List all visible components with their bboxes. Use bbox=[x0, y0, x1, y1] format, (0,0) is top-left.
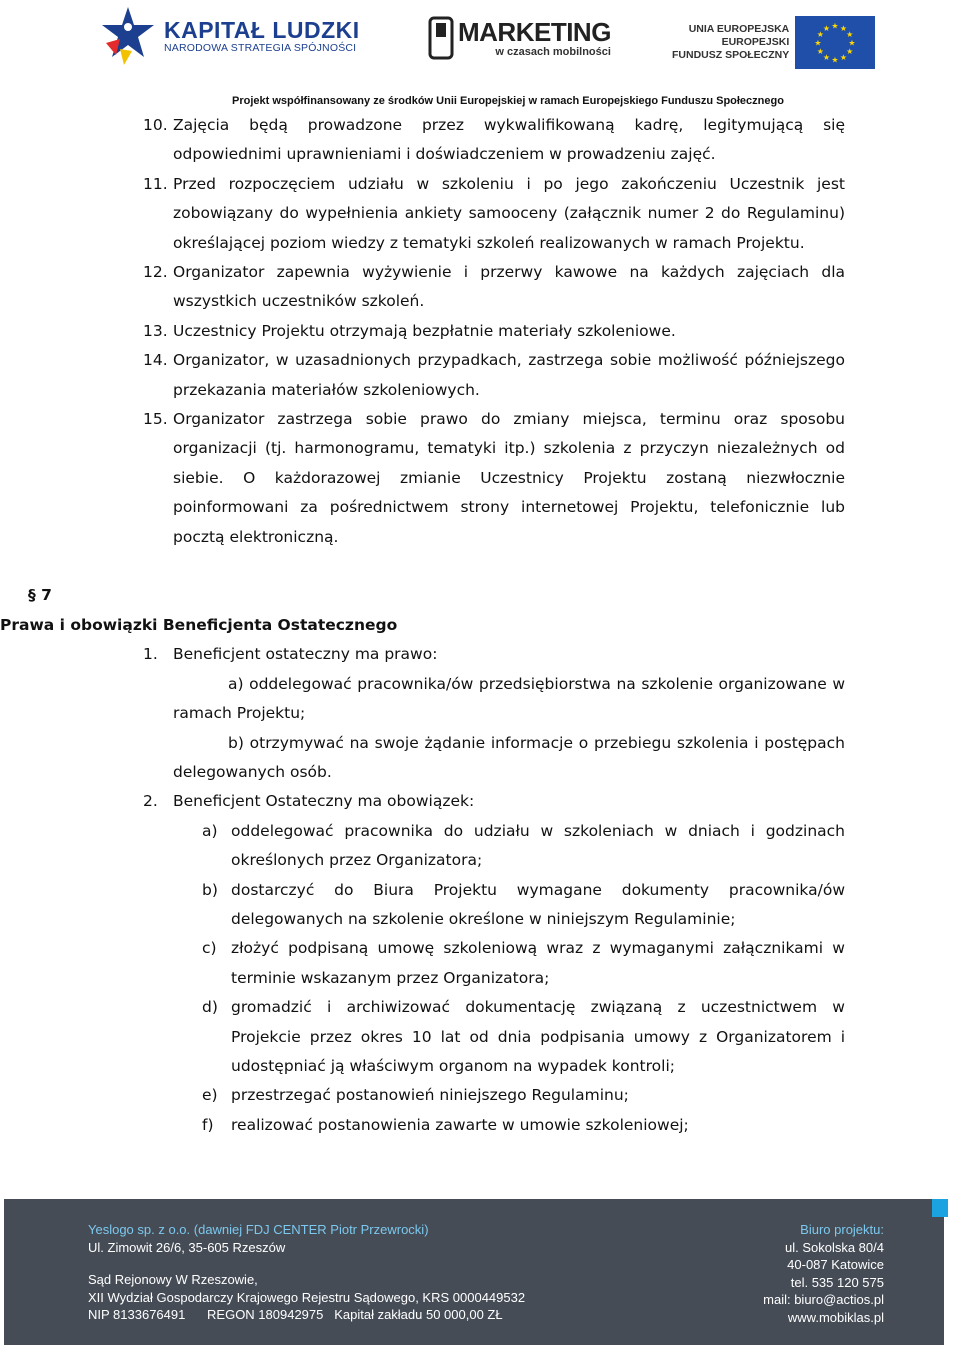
duty-item bbox=[0, 1081, 845, 1110]
svg-text:★: ★ bbox=[814, 38, 822, 47]
footer-office-street: ul. Sokolska 80/4 bbox=[784, 1239, 884, 1255]
eu-line-3: FUNDUSZ SPOŁECZNY bbox=[672, 48, 790, 61]
duty-item bbox=[0, 934, 845, 993]
duty-text: oddelegować pracownika do udziału w szkoleniach w dniach i godzinach określonych przez Organizatora; bbox=[231, 821, 845, 870]
duty-item bbox=[0, 817, 845, 876]
item-number: 14. bbox=[143, 351, 168, 370]
duty-text: dostarczyć do Biura Projektu wymagane dokumenty pracownika/ów delegowanych na szkolenie określone w niniejszym Regulaminie; bbox=[231, 880, 845, 928]
svg-text:★: ★ bbox=[846, 29, 854, 39]
svg-text:★: ★ bbox=[831, 55, 839, 64]
duty-label: c) bbox=[202, 939, 217, 958]
footer-office-info bbox=[763, 1221, 884, 1326]
duty-text: gromadzić i archiwizować dokumentację związaną z uczestnictwem w Projekcie przez okres 10 lat od dnia podpisania umowy z Organizatorem i udostępniać ją właściwym organom na wypadek kontroli; bbox=[231, 998, 845, 1075]
svg-text:★: ★ bbox=[840, 23, 848, 33]
footer-office-phone: tel. 535 120 575 bbox=[790, 1274, 884, 1290]
eu-flag-icon bbox=[795, 16, 875, 69]
duties-heading bbox=[0, 787, 845, 816]
svg-text:★: ★ bbox=[840, 52, 848, 62]
svg-text:★: ★ bbox=[816, 29, 825, 39]
svg-text:★: ★ bbox=[823, 23, 831, 33]
duty-label: e) bbox=[202, 1086, 218, 1105]
duty-label: a) bbox=[202, 821, 218, 840]
marketing-phone-icon bbox=[428, 16, 454, 60]
eu-line-2: EUROPEJSKI bbox=[721, 35, 790, 48]
page-header bbox=[0, 0, 960, 112]
item-text: Zajęcia będą prowadzone przez wykwalifikowaną kadrę, legitymującą się odpowiednimi uprawnieniami i doświadczeniem w prowadzeniu zajęć. bbox=[173, 116, 845, 164]
svg-text:★: ★ bbox=[823, 52, 831, 62]
eu-line-1: UNIA EUROPEJSKA bbox=[688, 22, 790, 35]
item-number: 13. bbox=[143, 321, 168, 340]
footer-krs: XII Wydział Gospodarczy Krajowego Rejestru Sądowego, KRS 0000449532 bbox=[88, 1289, 526, 1305]
duty-label: b) bbox=[202, 880, 218, 899]
footer-company-info bbox=[88, 1221, 525, 1324]
footer-office-website[interactable]: www.mobiklas.pl bbox=[787, 1309, 884, 1325]
duty-label: d) bbox=[202, 998, 218, 1017]
duty-label: f) bbox=[202, 1115, 214, 1134]
item-number: 15. bbox=[143, 410, 168, 429]
footer-nip-regon: NIP 8133676491 REGON 180942975 Kapitał zakładu 50 000,00 ZŁ bbox=[88, 1307, 503, 1322]
item-number: 11. bbox=[143, 174, 168, 193]
rights-item-a: a) oddelegować pracownika/ów przedsiębiorstwa na szkolenie organizowane w ramach Projektu; bbox=[173, 674, 845, 723]
footer-office-email[interactable]: mail: biuro@actios.pl bbox=[763, 1292, 884, 1307]
item-number: 12. bbox=[143, 263, 168, 282]
kapital-ludzki-subtitle: NARODOWA STRATEGIA SPÓJNOŚCI bbox=[164, 42, 357, 54]
footer-company-address: Ul. Zimowit 26/6, 35-605 Rzeszów bbox=[88, 1239, 286, 1255]
footer-office-label: Biuro projektu: bbox=[800, 1222, 884, 1237]
page-footer bbox=[4, 1199, 944, 1345]
kapital-ludzki-star-icon bbox=[98, 5, 156, 67]
marketing-logo bbox=[428, 8, 611, 68]
item-text: Organizator zastrzega sobie prawo do zmiany miejsca, terminu oraz sposobu organizacji (tj. harmonogramu, tematyki itp.) szkolenia z przyczyn niezależnych od siebie. O każdorazowej zmianie Uczestnicy Projektu zostaną niezwłocznie poinformowani za pośrednictwem strony internetowej Projektu, telefonicznie lub pocztą elektroniczną. bbox=[173, 410, 845, 546]
footer-office-city: 40-087 Katowice bbox=[787, 1257, 884, 1272]
svg-text:★: ★ bbox=[846, 46, 854, 56]
item-number: 2. bbox=[143, 792, 158, 811]
item-text: Organizator zapewnia wyżywienie i przerwy kawowe na każdych zajęciach dla wszystkich uczestników szkoleń. bbox=[173, 263, 845, 311]
regulation-content bbox=[0, 111, 960, 1140]
duty-text: przestrzegać postanowień niniejszego Regulaminu; bbox=[231, 1086, 629, 1105]
footer-company-name: Yeslogo sp. z o.o. (dawniej FDJ CENTER Piotr Przewrocki) bbox=[88, 1222, 429, 1237]
section-number: § 7 bbox=[28, 586, 52, 605]
item-text: Organizator, w uzasadnionych przypadkach, zastrzega sobie możliwość późniejszego przekazania materiałów szkoleniowych. bbox=[173, 351, 845, 399]
marketing-title: MARKETING bbox=[458, 17, 611, 47]
list-item bbox=[0, 111, 845, 170]
eu-logo bbox=[672, 14, 875, 70]
duty-text: realizować postanowienia zawarte w umowie szkoleniowej; bbox=[231, 1115, 689, 1134]
cofunding-note: Projekt współfinansowany ze środków Unii Europejskiej w ramach Europejskiego Funduszu Społecznego bbox=[232, 95, 784, 107]
kapital-ludzki-title: KAPITAŁ LUDZKI bbox=[164, 17, 360, 43]
duty-item bbox=[0, 876, 845, 935]
item-number: 10. bbox=[143, 116, 168, 134]
item-text: Uczestnicy Projektu otrzymają bezpłatnie materiały szkoleniowe. bbox=[173, 321, 676, 340]
item-text: Beneficjent ostateczny ma prawo: bbox=[173, 645, 438, 664]
duty-text: złożyć podpisaną umowę szkoleniową wraz z wymaganymi załącznikami w terminie wskazanym przez Organizatora; bbox=[231, 939, 845, 987]
svg-text:★: ★ bbox=[831, 21, 839, 30]
footer-court: Sąd Rejonowy W Rzeszowie, bbox=[88, 1272, 258, 1287]
duty-item bbox=[0, 1111, 845, 1140]
kapital-ludzki-logo bbox=[98, 4, 360, 68]
list-item bbox=[0, 405, 845, 552]
item-text: Beneficjent Ostateczny ma obowiązek: bbox=[173, 792, 475, 811]
item-number: 1. bbox=[143, 645, 158, 664]
list-item bbox=[0, 317, 845, 346]
item-text: Przed rozpoczęciem udziału w szkoleniu i po jego zakończeniu Uczestnik jest zobowiązany do wypełnienia ankiety samooceny (załącznik numer 2 do Regulaminu) określającej poziom wiedzy z tematyki szkoleń realizowanych w ramach Projektu. bbox=[173, 174, 845, 252]
svg-text:★: ★ bbox=[848, 38, 856, 47]
section-title: Prawa i obowiązki Beneficjenta Ostatecznego bbox=[0, 615, 398, 634]
svg-text:★: ★ bbox=[816, 46, 825, 56]
list-item bbox=[0, 170, 845, 258]
list-item bbox=[0, 258, 845, 317]
marketing-subtitle: w czasach mobilności bbox=[495, 46, 611, 58]
duty-item bbox=[0, 993, 845, 1081]
rights-heading bbox=[0, 640, 845, 669]
rights-item-b: b) otrzymywać na swoje żądanie informacje o przebiegu szkolenia i postępach delegowanych osób. bbox=[173, 733, 845, 781]
list-item bbox=[0, 346, 845, 405]
footer-corner-accent bbox=[932, 1199, 948, 1217]
